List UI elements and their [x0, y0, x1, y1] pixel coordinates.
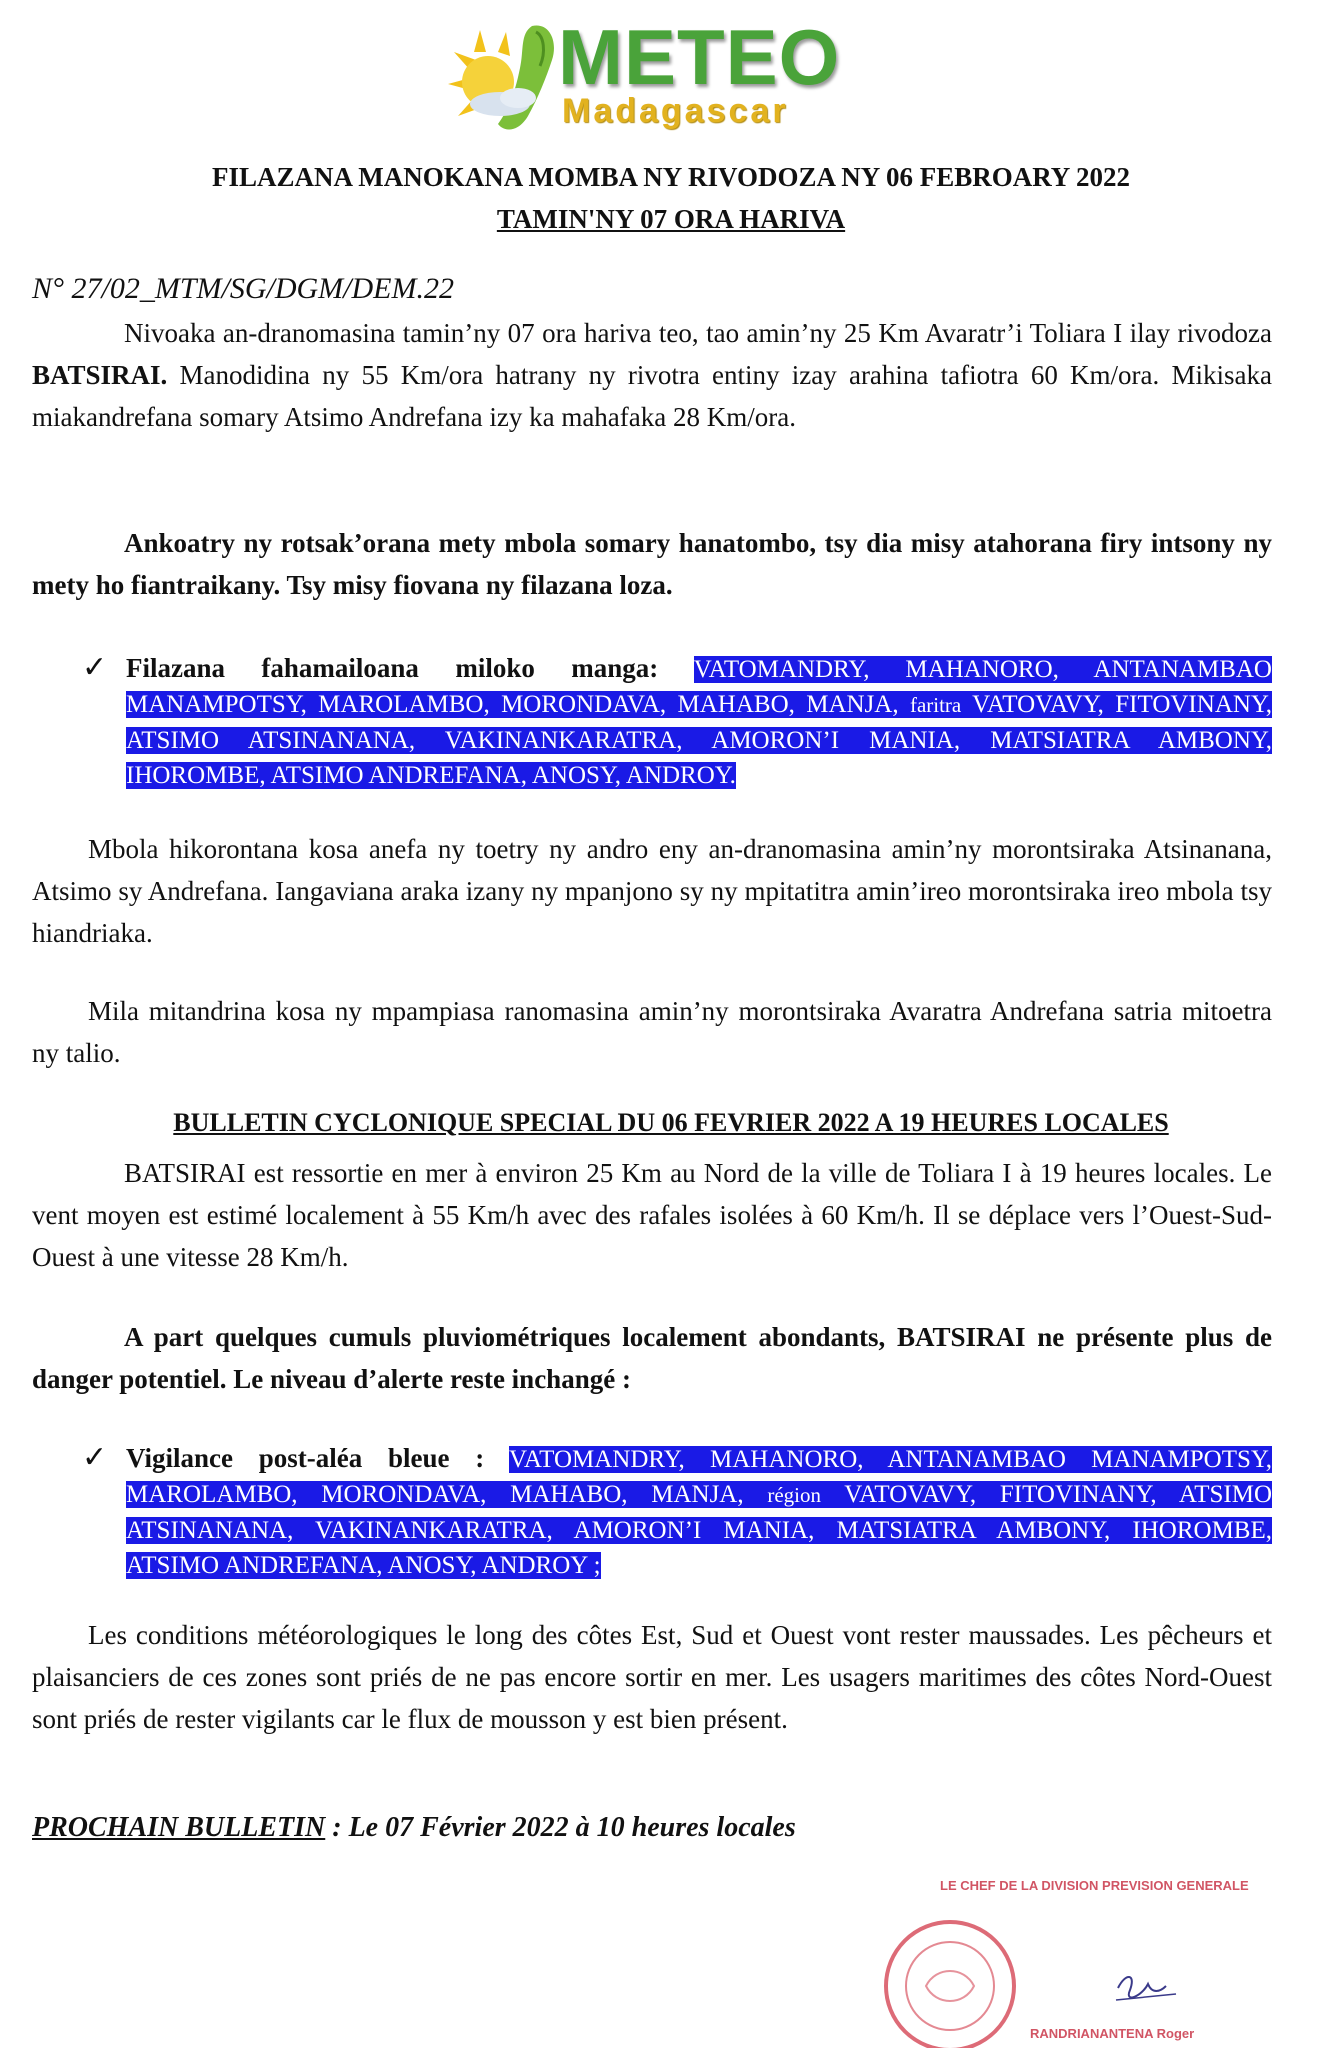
mg-p2-text: Ankoatry ny rotsak’orana mety mbola somary hanatombo, tsy dia misy atahorana firy intsony ny mety ho fiantraikany. Tsy misy fiovana ny filazana loza.	[32, 528, 1272, 600]
fr-alert-label: Vigilance post-aléa bleue :	[126, 1443, 485, 1473]
fr-p2-text: A part quelques cumuls pluviométriques localement abondants, BATSIRAI ne présente plus de danger potentiel. Le niveau d’alerte reste inchangé :	[32, 1322, 1272, 1394]
mg-alert-regions-a: VATOMANDRY, MAHANORO, ANTANAMBAO MANAMPOTSY, MAROLAMBO, MORONDAVA, MAHABO, MANJA,	[126, 656, 1272, 718]
mg-p3-text: Mbola hikorontana kosa anefa ny toetry ny andro eny an-dranomasina amin’ny morontsiraka Atsinanana, Atsimo sy Andrefana. Iangaviana araka izany ny mpanjono sy ny mpitatitra amin’ireo morontsiraka ireo mbola tsy hiandriaka.	[32, 834, 1272, 948]
fr-alert-region-word: région	[767, 1483, 822, 1507]
mg-p1-cyclone-name: BATSIRAI.	[32, 360, 168, 390]
reference-number: N° 27/02_MTM/SG/DGM/DEM.22	[32, 272, 454, 305]
mg-alert-label: Filazana fahamailoana miloko manga:	[126, 653, 659, 683]
mg-p1-text: Nivoaka an-dranomasina tamin’ny 07 ora hariva teo, tao amin’ny 25 Km Avaratr’i Toliara I ilay rivodoza	[124, 318, 1272, 348]
meteo-logo	[440, 12, 841, 142]
fr-paragraph-2	[32, 1316, 1272, 1400]
next-bulletin-label: PROCHAIN BULLETIN	[32, 1812, 326, 1843]
mg-paragraph-4	[32, 990, 1272, 1074]
fr-alert-bullet	[126, 1441, 1272, 1583]
mg-paragraph-2	[32, 522, 1272, 606]
madagascar-sun-logo-icon	[440, 12, 570, 142]
check-mark-icon: ✓	[82, 651, 108, 684]
bulletin-title: FILAZANA MANOKANA MOMBA NY RIVODOZA NY 06 FEBROARY 2022	[211, 162, 1131, 192]
official-stamp-signature	[880, 1876, 1249, 2048]
mg-alert-region-word: faritra	[909, 693, 962, 717]
check-mark-icon: ✓	[82, 1441, 108, 1474]
next-bulletin	[32, 1812, 796, 1844]
next-bulletin-text: : Le 07 Février 2022 à 10 heures locales	[325, 1812, 796, 1843]
mg-paragraph-3	[32, 828, 1272, 954]
mg-alert-bullet	[126, 651, 1272, 793]
stamp-seal-icon	[880, 1876, 1240, 2048]
french-heading: BULLETIN CYCLONIQUE SPECIAL DU 06 FEVRIER 2022 A 19 HEURES LOCALES	[173, 1108, 1169, 1137]
mg-p1-rest: Manodidina ny 55 Km/ora hatrany ny rivotra entiny izay arahina tafiotra 60 Km/ora. Mikisaka miakandrefana somary Atsimo Andrefana izy ka mahafaka 28 Km/ora.	[32, 360, 1272, 432]
fr-p3-text: Les conditions météorologiques le long des côtes Est, Sud et Ouest vont rester maussades. Les pêcheurs et plaisanciers de ces zones sont priés de ne pas encore sortir en mer. Les usagers maritimes des côtes Nord-Ouest sont priés de rester vigilants car le flux de mousson y est bien présent.	[32, 1620, 1272, 1734]
fr-alert-regions-a: VATOMANDRY, MAHANORO, ANTANAMBAO MANAMPOTSY, MAROLAMBO, MORONDAVA, MAHABO, MANJA,	[126, 1446, 1272, 1508]
stamp-header-text: LE CHEF DE LA DIVISION PREVISION GENERALE	[940, 1878, 1249, 1893]
fr-p1-text: BATSIRAI est ressortie en mer à environ 25 Km au Nord de la ville de Toliara I à 19 heures locales. Le vent moyen est estimé localement à 55 Km/h avec des rafales isolées à 60 Km/h. Il se déplace vers l’Ouest-Sud-Ouest à une vitesse 28 Km/h.	[32, 1158, 1272, 1272]
fr-paragraph-3	[32, 1614, 1272, 1740]
bulletin-subtitle: TAMIN'NY 07 ORA HARIVA	[496, 204, 846, 234]
mg-p4-text: Mila mitandrina kosa ny mpampiasa ranomasina amin’ny morontsiraka Avaratra Andrefana satria mitoetra ny talio.	[32, 996, 1272, 1068]
signatory-name: RANDRIANANTENA Roger	[1030, 2026, 1195, 2041]
mg-paragraph-1	[32, 312, 1272, 438]
fr-paragraph-1	[32, 1152, 1272, 1278]
mg-alert-regions-b: VATOVAVY, FITOVINANY, ATSIMO ATSINANANA, VAKINANKARATRA, AMORON’I MANIA, MATSIATRA AMBONY, IHOROMBE, ATSIMO ANDREFANA, ANOSY, ANDROY.	[126, 691, 1273, 789]
fr-alert-regions-b: VATOVAVY, FITOVINANY, ATSIMO ATSINANANA, VAKINANKARATRA, AMORON’I MANIA, MATSIATRA AMBONY, IHOROMBE, ATSIMO ANDREFANA, ANOSY, ANDROY ;	[126, 1481, 1273, 1579]
logo-brand: METEO	[558, 13, 841, 101]
logo-subtitle: Madagascar	[562, 92, 789, 130]
